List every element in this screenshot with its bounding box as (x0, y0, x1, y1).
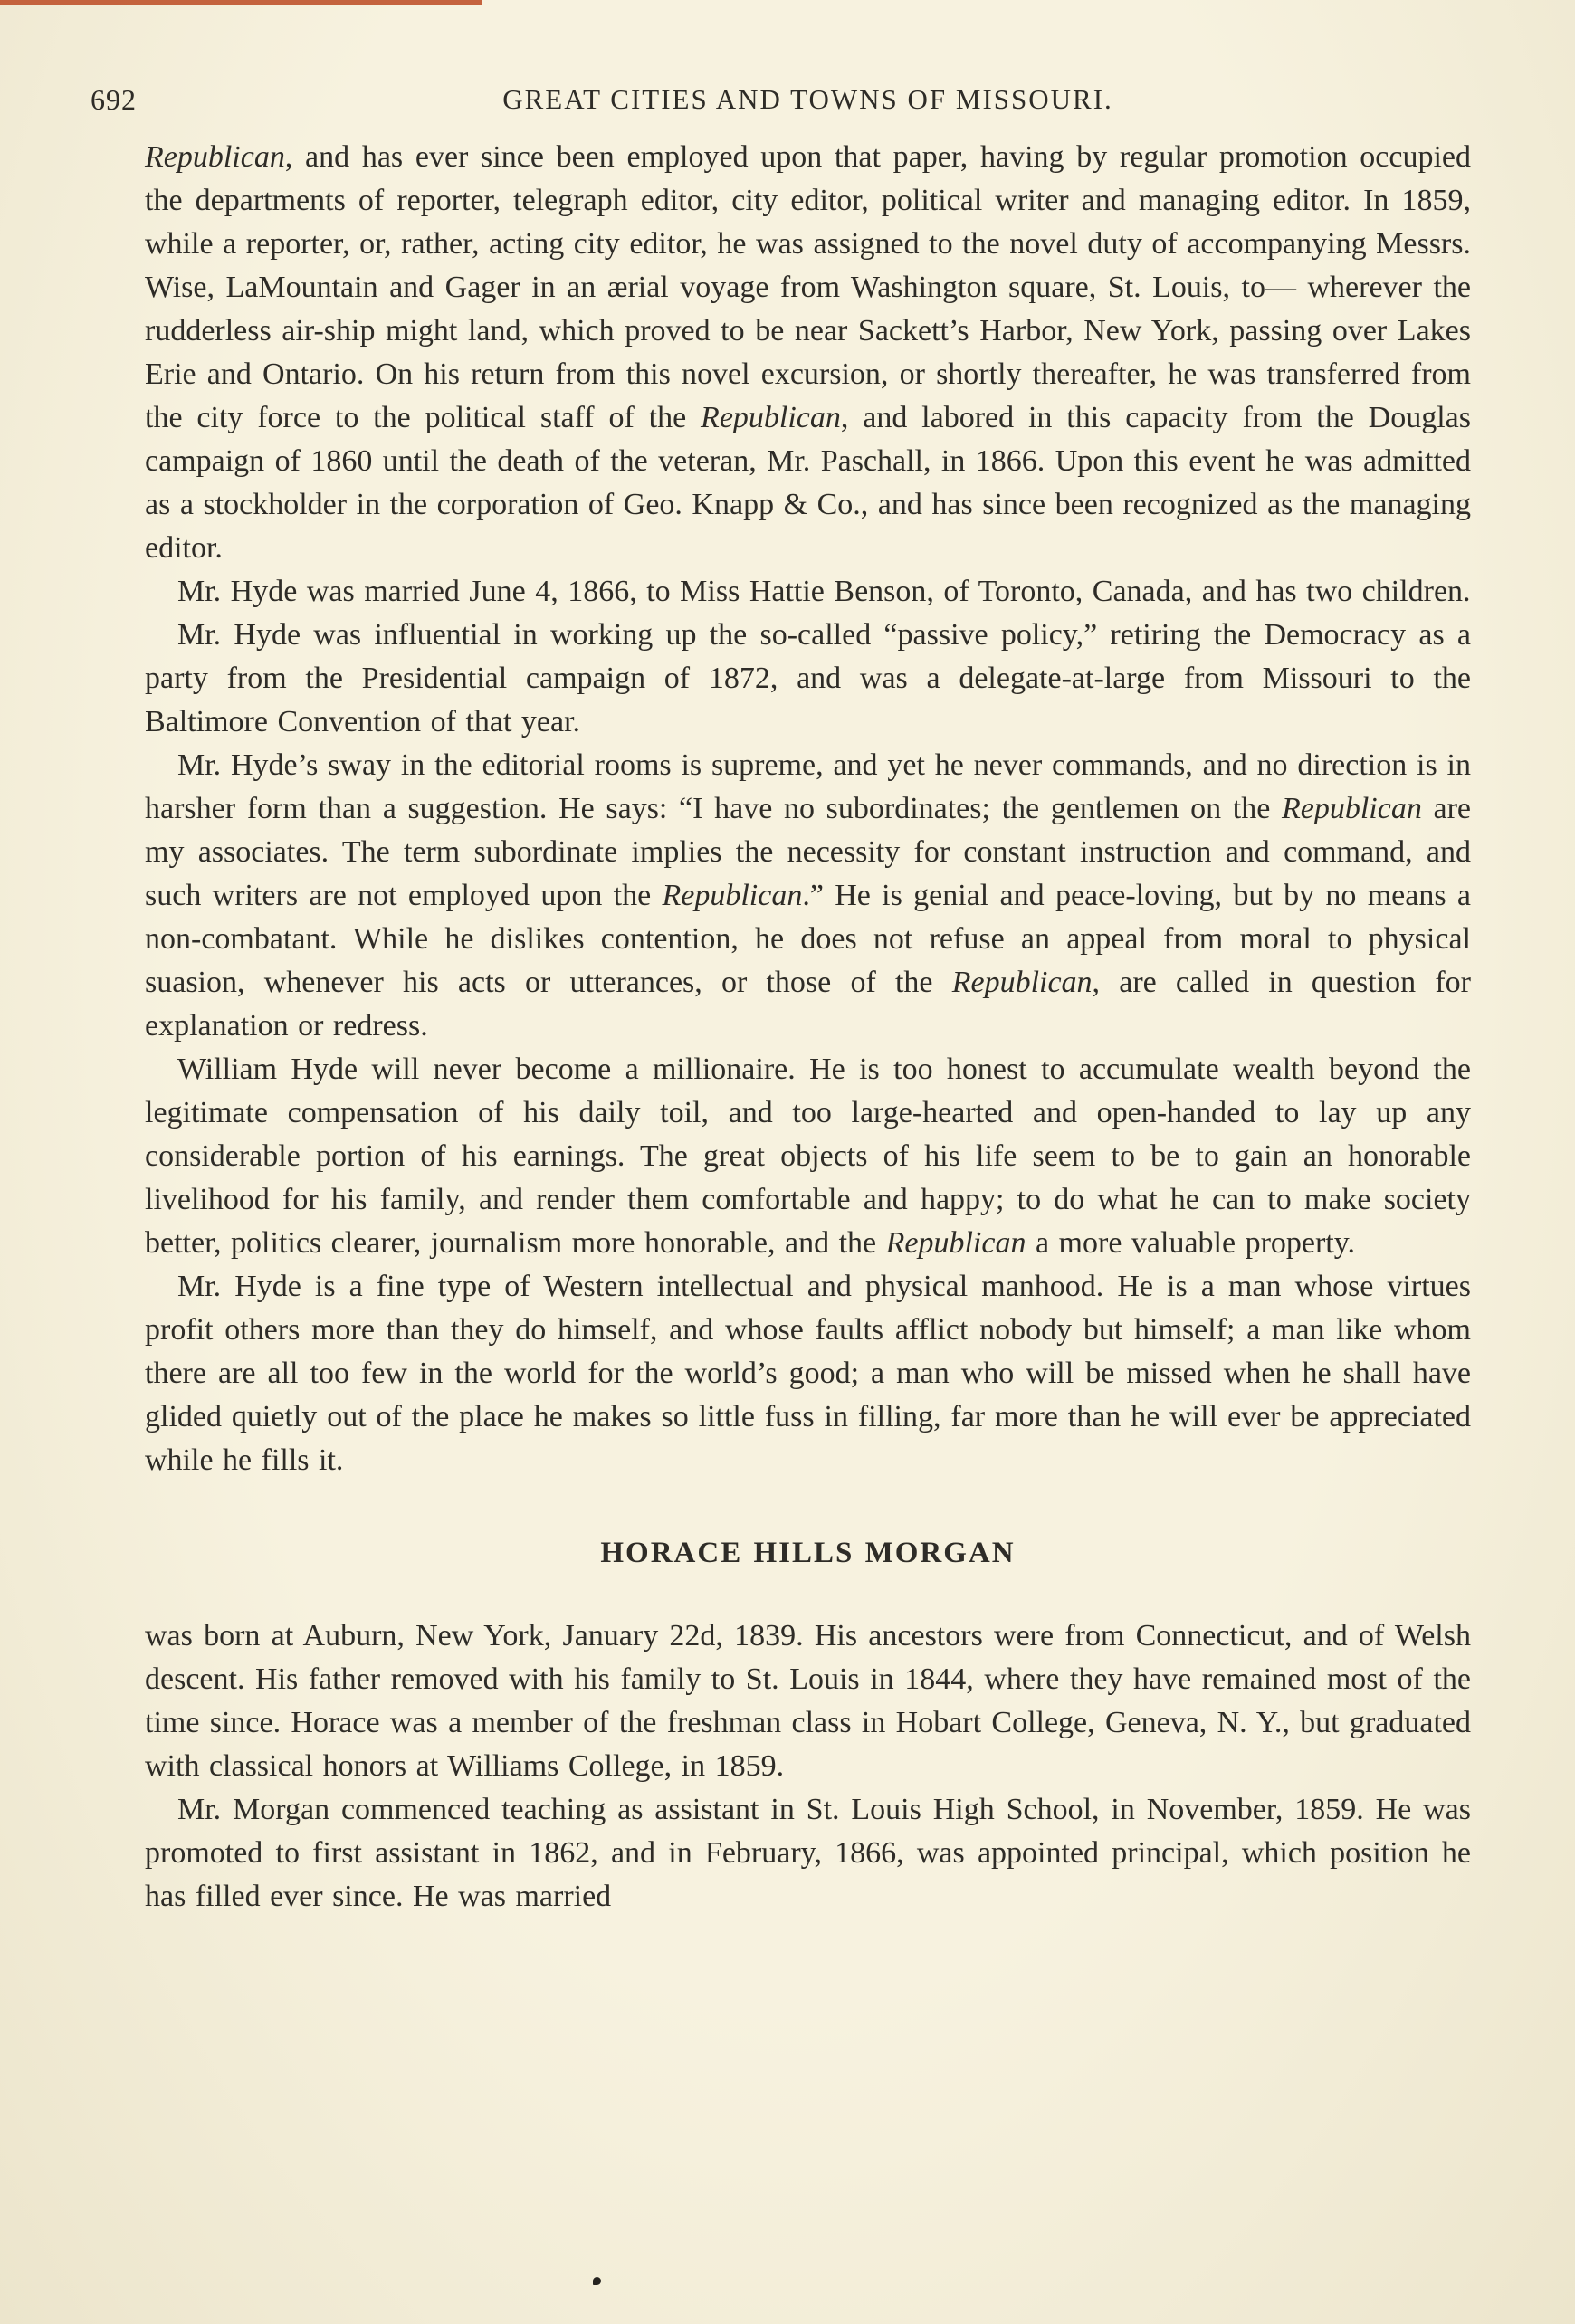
scan-edge-strip (0, 0, 482, 5)
text-run: , and has ever since been employed upon that paper, having by regular promotion occupied the departments of reporter, telegraph editor, city editor, political writer and managing editor. In 1859, while a reporter, or, rather, acting city editor, he was assigned to the novel duty of accompanying Messrs. Wise, LaMountain and Gager in an ærial voyage from Washington square, St. Louis, to— wherever the rudderless air-ship might land, which proved to be near Sackett’s Harbor, New York, passing over Lakes Erie and Ontario. On his return from this novel excursion, or shortly thereafter, he was transferred from the city force to the political staff of the (145, 140, 1471, 434)
section-heading: HORACE HILLS MORGAN (600, 1537, 1016, 1569)
page-body (145, 136, 1471, 1919)
text-run: Mr. Hyde’s sway in the editorial rooms is supreme, and yet he never commands, and no direction is in harsher form than a suggestion. He says: “I have no subordinates; the gentlemen on the (145, 748, 1471, 825)
paragraph (145, 1788, 1471, 1919)
text-run: are my associates. The term subordinate implies the necessity for constant instruction and command, and such writers are not employed upon the (145, 792, 1471, 912)
text-run: Mr. Morgan commenced teaching as assistant in St. Louis High School, in November, 1859. He was promoted to first assistant in 1862, and in February, 1866, was appointed principal, which position he has filled ever since. He was married (145, 1793, 1471, 1913)
text-run: Mr. Hyde is a fine type of Western intellectual and physical manhood. He is a man whose virtues profit others more than they do himself, and whose faults afflict nobody but himself; a man like whom there are all too few in the world for the world’s good; a man who will be missed when he shall have glided quietly out of the place he makes so little fuss in filling, far more than he will ever be appreciated while he fills it. (145, 1270, 1471, 1477)
italic-run: Republican (701, 401, 841, 434)
italic-run: Republican (951, 966, 1093, 999)
page-number: 692 (91, 83, 137, 116)
text-run: a more valuable property. (1026, 1226, 1356, 1260)
italic-run: Republican (1281, 792, 1422, 825)
text-run: Mr. Hyde was influential in working up the so-called “passive policy,” retiring the Democracy as a party from the Presidential campaign of 1872, and was a delegate-at-large from Missouri to the Baltimore Convention of that year. (145, 618, 1471, 738)
text-run: , are called in question for explanation or redress. (145, 966, 1471, 1043)
text-run: .” He is genial and peace-loving, but by no means a non-combatant. While he dislikes contention, he does not refuse an appeal from moral to physical suasion, whenever his acts or utterances, or those of the (145, 879, 1471, 999)
paragraph (145, 614, 1471, 744)
paragraph (145, 570, 1471, 614)
italic-run: Republican (145, 140, 285, 174)
text-run: Mr. Hyde was married June 4, 1866, to Miss Hattie Benson, of Toronto, Canada, and has two children. (177, 575, 1471, 608)
text-run: , and labored in this capacity from the Douglas campaign of 1860 until the death of the veteran, Mr. Paschall, in 1866. Upon this event he was admitted as a stockholder in the corporation of Geo. Knapp & Co., and has since been recognized as the managing editor. (145, 401, 1471, 565)
ink-speck (593, 2277, 601, 2285)
text-run: William Hyde will never become a millionaire. He is too honest to accumulate wealth beyond the legitimate compensation of his daily toil, and too large-hearted and open-handed to lay up any considerable portion of his earnings. The great objects of his life seem to be to gain an honorable livelihood for his family, and render them comfortable and happy; to do what he can to make society better, politics clearer, journalism more honorable, and the (145, 1052, 1471, 1260)
running-header: GREAT CITIES AND TOWNS OF MISSOURI. (502, 83, 1113, 115)
italic-run: Republican (662, 879, 803, 912)
paragraph (145, 1048, 1471, 1265)
paragraph (145, 1614, 1471, 1788)
paragraph (145, 744, 1471, 1048)
paragraph (145, 136, 1471, 570)
text-run: was born at Auburn, New York, January 22d, 1839. His ancestors were from Connecticut, and of Welsh descent. His father removed with his family to St. Louis in 1844, where they have remained most of the time since. Horace was a member of the freshman class in Hobart College, Geneva, N. Y., but graduated with classical honors at Williams College, in 1859. (145, 1619, 1471, 1783)
italic-run: Republican (885, 1226, 1026, 1260)
paragraph (145, 1265, 1471, 1482)
